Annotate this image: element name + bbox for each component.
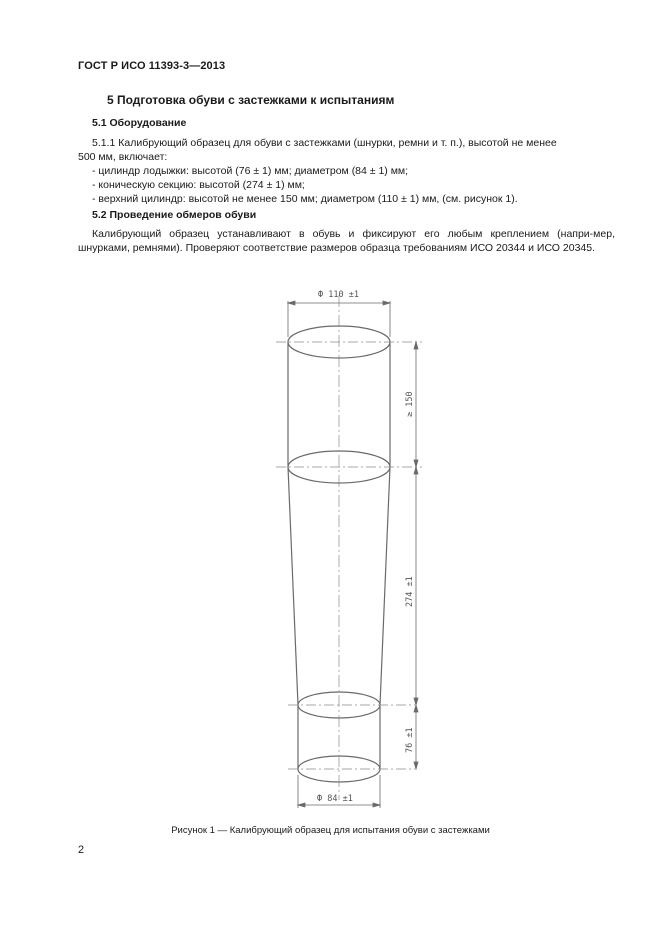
measurement-paragraph: Калибрующий образец устанавливают в обувь и фиксируют его любым креплением (напри-мер, шнурками, ремнями). Проверяют соответствие размеров образца требованиям ИСО 20344 и ИСО 20345. [78, 228, 615, 254]
dim-top-label: Ф 110 ±1 [318, 290, 359, 300]
standard-header: ГОСТ Р ИСО 11393-3—2013 [78, 60, 226, 72]
dim-lower-label: 76 ±1 [405, 727, 415, 753]
equipment-list [92, 164, 518, 206]
dim-upper-label: ≥ 150 [405, 391, 415, 417]
equipment-paragraph [78, 136, 615, 164]
list-item: - коническую секцию: высотой (274 ± 1) мм; [92, 179, 305, 191]
equipment-intro-line1: 5.1.1 Калибрующий образец для обуви с застежками (шнурки, ремни и т. п.), высотой не менее [92, 137, 557, 149]
subsection-title-measurement: 5.2 Проведение обмеров обуви [92, 209, 257, 221]
figure-caption: Рисунок 1 — Калибрующий образец для испытания обуви с застежками [171, 825, 490, 836]
equipment-intro-line2: 500 мм, включает: [78, 151, 168, 163]
dim-bottom-label: Ф 84 ±1 [317, 794, 353, 804]
section-title: 5 Подготовка обуви с застежками к испытаниям [107, 93, 395, 107]
subsection-title-equipment: 5.1 Оборудование [92, 117, 187, 129]
list-item: - верхний цилиндр: высотой не менее 150 мм; диаметром (110 ± 1) мм, (см. рисунок 1). [92, 193, 518, 205]
page-number: 2 [78, 844, 85, 856]
dim-cone-label: 274 ±1 [405, 576, 415, 607]
list-item: - цилиндр лодыжки: высотой (76 ± 1) мм; диаметром (84 ± 1) мм; [92, 165, 409, 177]
calibration-sample-figure [250, 275, 450, 815]
